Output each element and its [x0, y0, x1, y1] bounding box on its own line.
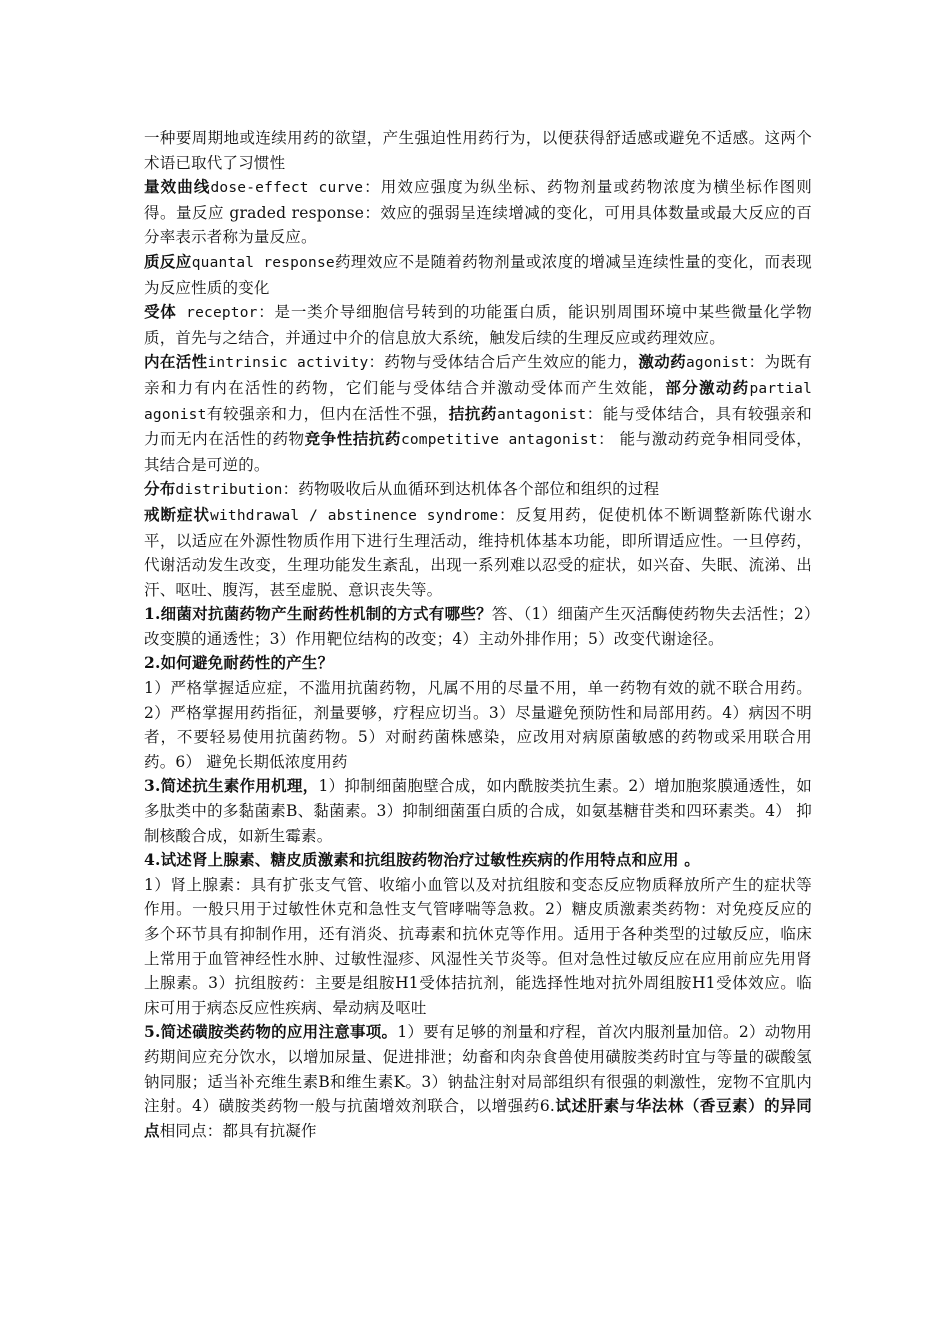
term-english: competitive antagonist	[400, 432, 598, 449]
term-definition: ：药物与受体结合后产生效应的能力，	[368, 353, 639, 372]
term-english: intrinsic activity	[207, 355, 369, 372]
document-page	[144, 126, 812, 1143]
paragraph-dose-effect-curve	[144, 175, 812, 250]
term-definition: ：反复用药，促使机体不断调整新陈代谢水平，以适应在外源性物质作用下进行生理活动，维持机体基本功能，即所谓适应性。一旦停药，代谢活动发生改变，生理功能发生紊乱，出现一系列难以忍受的症状，如兴奋、失眠、流涕、出汗、呕吐、腹泻，甚至虚脱、意识丧失等。	[144, 505, 812, 599]
term-english: dose-effect curve	[210, 180, 364, 197]
term-definition: 药理效应不是随着药物剂量或浓度的增减呈连续性量的变化，而表现为反应性质的变化	[144, 252, 812, 297]
term-definition: ：药物吸收后从血循环到达机体各个部位和组织的过程	[282, 480, 660, 499]
question-answer: 答、（1）细菌产生灭活酶使药物失去活性；2）改变膜的通透性；3）作用靶位结构的改变；4）主动外排作用；5）改变代谢途径。	[144, 605, 812, 648]
question-5-and-6	[144, 1020, 812, 1143]
question-4-heading	[144, 848, 812, 873]
question-heading: 4.试述肾上腺素、糖皮质激素和抗组胺药物治疗过敏性疾病的作用特点和应用 。	[144, 850, 700, 870]
question-heading: 1.细菌对抗菌药物产生耐药性机制的方式有哪些？	[144, 604, 492, 624]
question-answer: 1）要有足够的剂量和疗程，首次内服剂量加倍。2）动物用药期间应充分饮水，以增加尿量、促进排泄；幼畜和肉杂食兽使用磺胺类药时宜与等量的碳酸氢钠同服；适当补充维生素B和维生素K。3）钠盐注射对局部组织有很强的刺激性，宠物不宜肌内注射。4）磺胺类药物一般与抗菌增效剂联合，以增强药	[144, 1023, 812, 1116]
paragraph-distribution	[144, 477, 812, 503]
term-definition: ：是一类介导细胞信号转到的功能蛋白质，能识别周围环境中某些微量化学物质，首先与之结合，并通过中介的信息放大系统，触发后续的生理反应或药理效应。	[144, 303, 813, 347]
question-answer: 相同点：都具有抗凝作	[159, 1121, 317, 1140]
term-heading: 竞争性拮抗药	[304, 429, 401, 449]
paragraph-addiction-def: 一种要周期地或连续用药的欲望，产生强迫性用药行为，以便获得舒适感或避免不适感。这两个术语已取代了习惯性	[144, 129, 812, 172]
term-definition: 有较强亲和力，但内在活性不强，	[206, 404, 449, 423]
paragraph-withdrawal	[144, 503, 812, 602]
term-definition: ：为既有亲和力有内在活性的药物，它们能与受体结合并激动受体而产生效能，	[144, 353, 812, 397]
question-heading: 试述肝素与华法林（香豆素）的异同点	[144, 1096, 812, 1140]
term-definition: ：用效应强度为纵坐标、药物剂量或药物浓度为横坐标作图则得。量反应 graded response：效应的强弱呈连续增减的变化，可用具体数量或最大反应的百分率表示者称为量反应。	[144, 178, 812, 247]
term-english: withdrawal / abstinence syndrome	[210, 507, 499, 524]
term-heading: 分布	[144, 479, 176, 499]
paragraph-quantal-response	[144, 250, 812, 300]
question-3	[144, 774, 812, 848]
paragraph-receptor	[144, 300, 812, 350]
question-2-answer	[144, 676, 812, 774]
term-english: quantal response	[191, 254, 335, 271]
term-english: receptor	[176, 305, 258, 322]
term-heading: 戒断症状	[144, 504, 211, 524]
question-answer: 1）肾上腺素：具有扩张支气管、收缩小血管以及对抗组胺和变态反应物质释放所产生的症状等作用。一般只用于过敏性休克和急性支气管哮喘等急救。2）糖皮质激素类药物：对免疫反应的多个环节具有抑制作用，还有消炎、抗毒素和抗休克等作用。适用于各种类型的过敏反应，临床上常用于血管神经性水肿、过敏性湿疹、风湿性关节炎等。但对急性过敏反应在应用前应先用肾上腺素。3）抗组胺药：主要是组胺H1受体拮抗剂，能选择性地对抗外周组胺H1受体效应。临床可用于病态反应性疾病、晕动病及呕吐	[144, 875, 812, 1017]
question-heading: 2.如何避免耐药性的产生？	[144, 653, 334, 673]
question-number: 6.	[539, 1097, 556, 1116]
question-heading: 5.简述磺胺类药物的应用注意事项。	[144, 1022, 398, 1042]
term-heading: 量效曲线	[144, 177, 211, 197]
question-answer: 1）严格掌握适应症，不滥用抗菌药物，凡属不用的尽量不用，单一药物有效的就不联合用药。2）严格掌握用药指征，剂量要够，疗程应切当。3）尽量避免预防性和局部用药。4）病因不明者，不要轻易使用抗菌药物。5）对耐药菌株感染，应改用对病原菌敏感的药物或采用联合用药。6） 避免长期低浓度用药	[144, 679, 812, 771]
question-heading: 3.简述抗生素作用机理，	[144, 776, 319, 796]
term-heading: 激动药	[638, 352, 686, 372]
term-english: partial agonist	[144, 380, 812, 423]
term-definition: ：能与受体结合，具有较强亲和力而无内在活性的药物	[144, 404, 812, 449]
question-answer: 1）抑制细菌胞壁合成，如内酰胺类抗生素。2）增加胞浆膜通透性，如多肽类中的多黏菌素B、黏菌素。3）抑制细菌蛋白质的合成，如氨基糖苷类和四环素类。4） 抑制核酸合成，如新生霉素。	[144, 777, 812, 845]
term-definition: ： 能与激动药竞争相同受体，其结合是可逆的。	[144, 430, 812, 474]
term-english: agonist	[685, 355, 749, 372]
question-4-answer	[144, 873, 812, 1021]
term-heading: 部分激动药	[665, 377, 750, 397]
paragraph-intrinsic-activity	[144, 350, 812, 477]
term-heading: 质反应	[144, 251, 192, 271]
term-english: antagonist	[497, 406, 587, 423]
term-heading: 受体	[144, 302, 177, 322]
question-1	[144, 602, 812, 651]
term-heading: 内在活性	[144, 352, 208, 372]
question-2-heading	[144, 651, 812, 676]
term-heading: 拮抗药	[448, 403, 498, 423]
term-english: distribution	[175, 482, 283, 499]
